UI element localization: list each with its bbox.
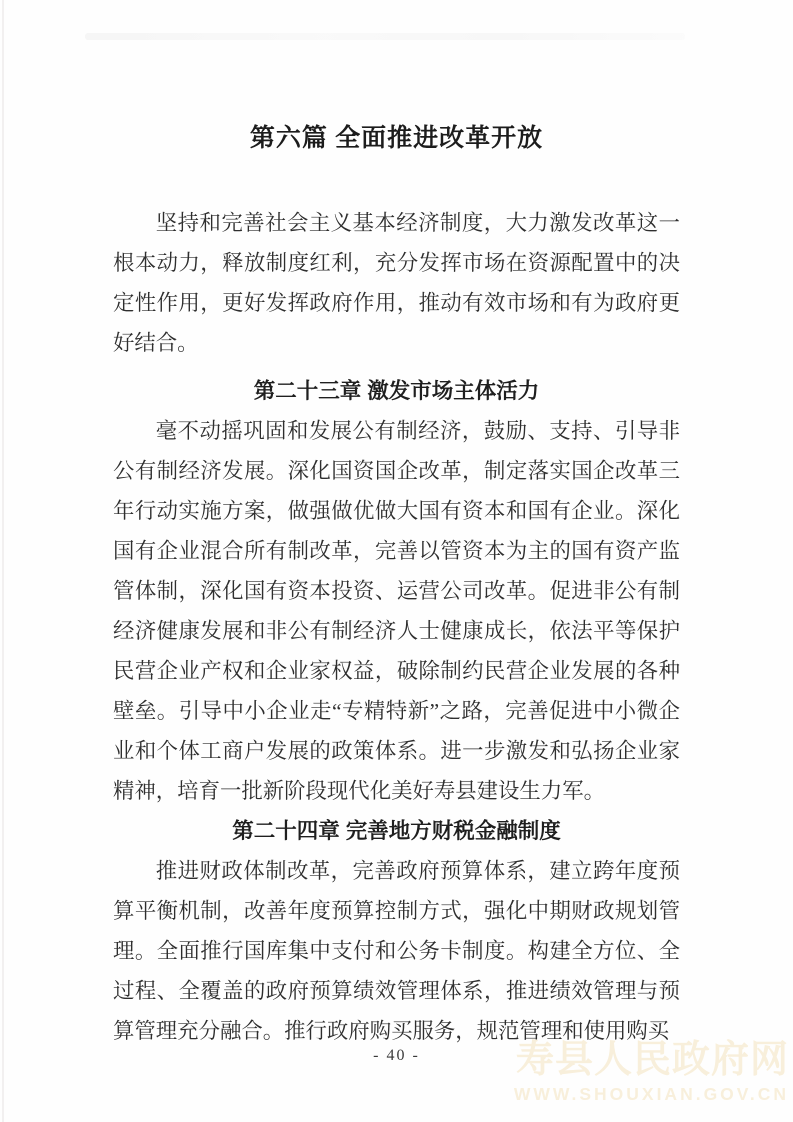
chapter-24-heading: 第二十四章 完善地方财税金融制度 [232,819,561,843]
part-title: 第六篇 全面推进改革开放 [249,125,544,152]
scan-artifact-band [85,33,685,40]
chapter-23-heading: 第二十三章 激发市场主体活力 [253,379,540,403]
scan-artifact-edge [2,0,4,1122]
watermark-site-name: 寿县人民政府网 [515,1039,789,1081]
intro-paragraph: 坚持和完善社会主义基本经济制度，大力激发改革这一根本动力，释放制度红利，充分发挥市场在资源配置中的决定性作用，更好发挥政府作用，推动有效市场和有为政府更好结合。 [113,211,680,355]
watermark-site-url: WWW.SHOUXIAN.GOV.CN [513,1084,789,1104]
page-number: - 40 - [373,1047,420,1064]
chapter-23-body: 毫不动摇巩固和发展公有制经济，鼓励、支持、引导非公有制经济发展。深化国资国企改革，制定落实国企改革三年行动实施方案，做强做优做大国有资本和国有企业。深化国有企业混合所有制改革，完善以管资本为主的国有资产监管体制，深化国有资本投资、运营公司改革。促进非公有制经济健康发展和非公有制经济人士健康成长，依法平等保护民营企业产权和企业家权益，破除制约民营企业发展的各种壁垒。引导中小企业走“专精特新”之路，完善促进中小微企业和个体工商户发展的政策体系。进一步激发和弘扬企业家精神，培育一批新阶段现代化美好寿县建设生力军。 [113,419,680,803]
site-watermark [514,1038,789,1104]
chapter-24-body: 推进财政体制改革，完善政府预算体系，建立跨年度预算平衡机制，改善年度预算控制方式，强化中期财政规划管理。全面推行国库集中支付和公务卡制度。构建全方位、全过程、全覆盖的政府预算绩效管理体系，推进绩效管理与预算管理充分融合。推行政府购买服务，规范管理和使用购买 [113,859,680,1043]
